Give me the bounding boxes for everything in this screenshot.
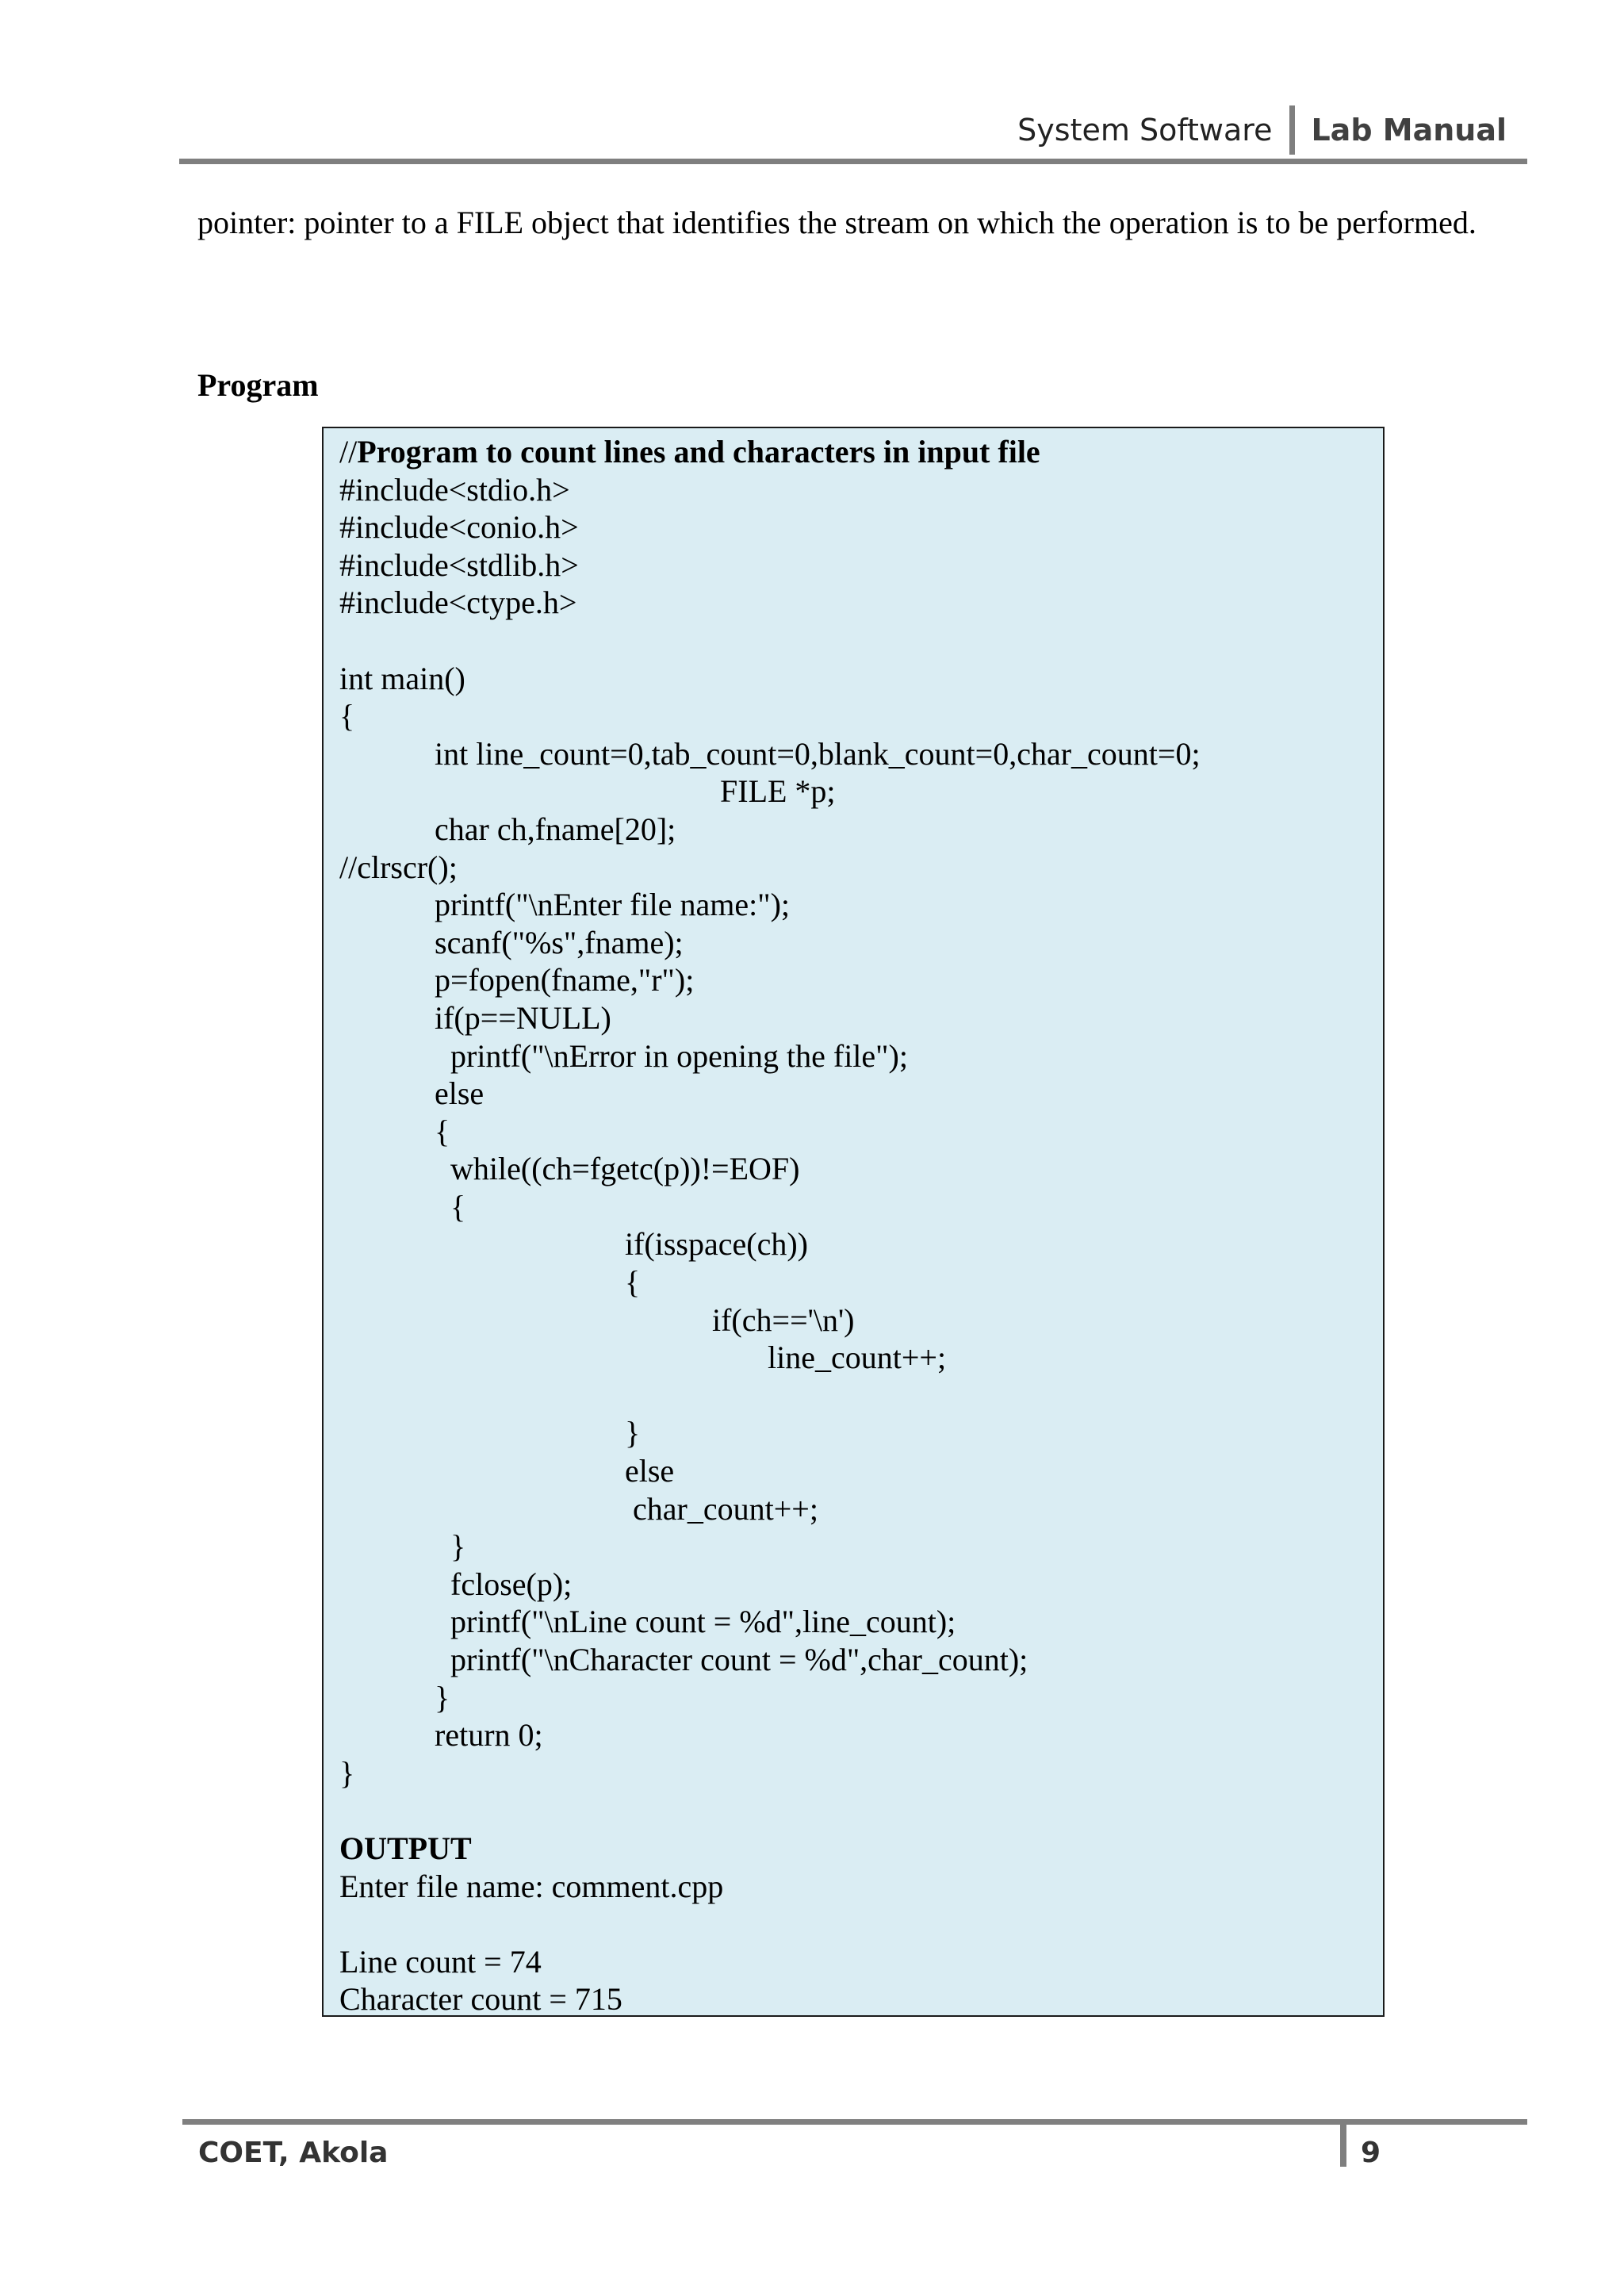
code-line: {	[339, 1113, 450, 1149]
program-title: Program to count lines and characters in input file	[357, 434, 1040, 470]
comment-marker: //	[339, 434, 358, 470]
header-title-group	[1017, 106, 1527, 154]
code-line: {	[339, 1264, 641, 1301]
code-line: else	[339, 1453, 675, 1489]
code-line: {	[339, 1188, 466, 1225]
code-line: if(p==NULL)	[339, 999, 611, 1036]
header-separator	[1289, 105, 1295, 155]
code-line: Enter file name: comment.cpp	[339, 1868, 724, 1904]
code-line	[339, 622, 1375, 660]
code-line	[339, 433, 1375, 471]
code-line: else	[339, 1075, 485, 1112]
code-line: return 0;	[339, 1717, 543, 1754]
code-line: p=fopen(fname,"r");	[339, 962, 695, 999]
code-line: int main()	[339, 660, 465, 696]
page-header	[179, 98, 1527, 162]
code-line: }	[339, 1415, 641, 1451]
footer-organization: COET, Akola	[198, 2137, 389, 2169]
code-line: printf("\nError in opening the file");	[339, 1037, 908, 1074]
section-heading: Program	[197, 367, 319, 403]
footer-separator	[1340, 2119, 1346, 2167]
code-line: #include<stdio.h>	[339, 471, 570, 508]
code-line: }	[339, 1754, 355, 1791]
code-line: #include<conio.h>	[339, 509, 579, 546]
code-line: FILE *p;	[339, 773, 836, 810]
code-line: char ch,fname[20];	[339, 811, 676, 847]
code-line: if(isspace(ch))	[339, 1226, 808, 1263]
code-listing	[339, 433, 1375, 2018]
code-line: OUTPUT	[339, 1830, 472, 1866]
code-line: if(ch=='\n')	[339, 1301, 855, 1338]
code-line: //clrscr();	[339, 849, 458, 885]
code-line: fclose(p);	[339, 1566, 573, 1602]
code-line: char_count++;	[339, 1490, 818, 1527]
intro-paragraph: pointer: pointer to a FILE object that identifies the stream on which the operation is to be performed.	[197, 205, 1477, 240]
header-rule	[179, 159, 1527, 164]
footer-rule	[182, 2119, 1527, 2125]
code-line: }	[339, 1528, 466, 1565]
code-line: #include<ctype.h>	[339, 585, 577, 621]
code-box	[322, 427, 1385, 2017]
code-line: Character count = 715	[339, 1981, 622, 2018]
code-line: scanf("%s",fname);	[339, 924, 684, 960]
code-line: int line_count=0,tab_count=0,blank_count=0,char_count=0;	[339, 735, 1201, 772]
code-line: line_count++;	[339, 1340, 947, 1376]
page-footer	[182, 2119, 1527, 2183]
code-line: printf("\nEnter file name:");	[339, 887, 791, 923]
code-line: while((ch=fgetc(p))!=EOF)	[339, 1151, 800, 1187]
code-line: printf("\nLine count = %d",line_count);	[339, 1604, 956, 1640]
header-subject: System Software	[1017, 113, 1273, 148]
code-line: }	[339, 1679, 450, 1715]
code-line: #include<stdlib.h>	[339, 546, 579, 583]
code-line	[339, 1905, 1375, 1943]
code-line	[339, 1792, 1375, 1830]
code-line	[339, 1377, 1375, 1415]
code-line: printf("\nCharacter count = %d",char_count);	[339, 1642, 1028, 1677]
code-line: Line count = 74	[339, 1943, 542, 1980]
header-manual-label: Lab Manual	[1311, 113, 1507, 148]
code-line: {	[339, 698, 355, 734]
page-number: 9	[1361, 2137, 1381, 2169]
